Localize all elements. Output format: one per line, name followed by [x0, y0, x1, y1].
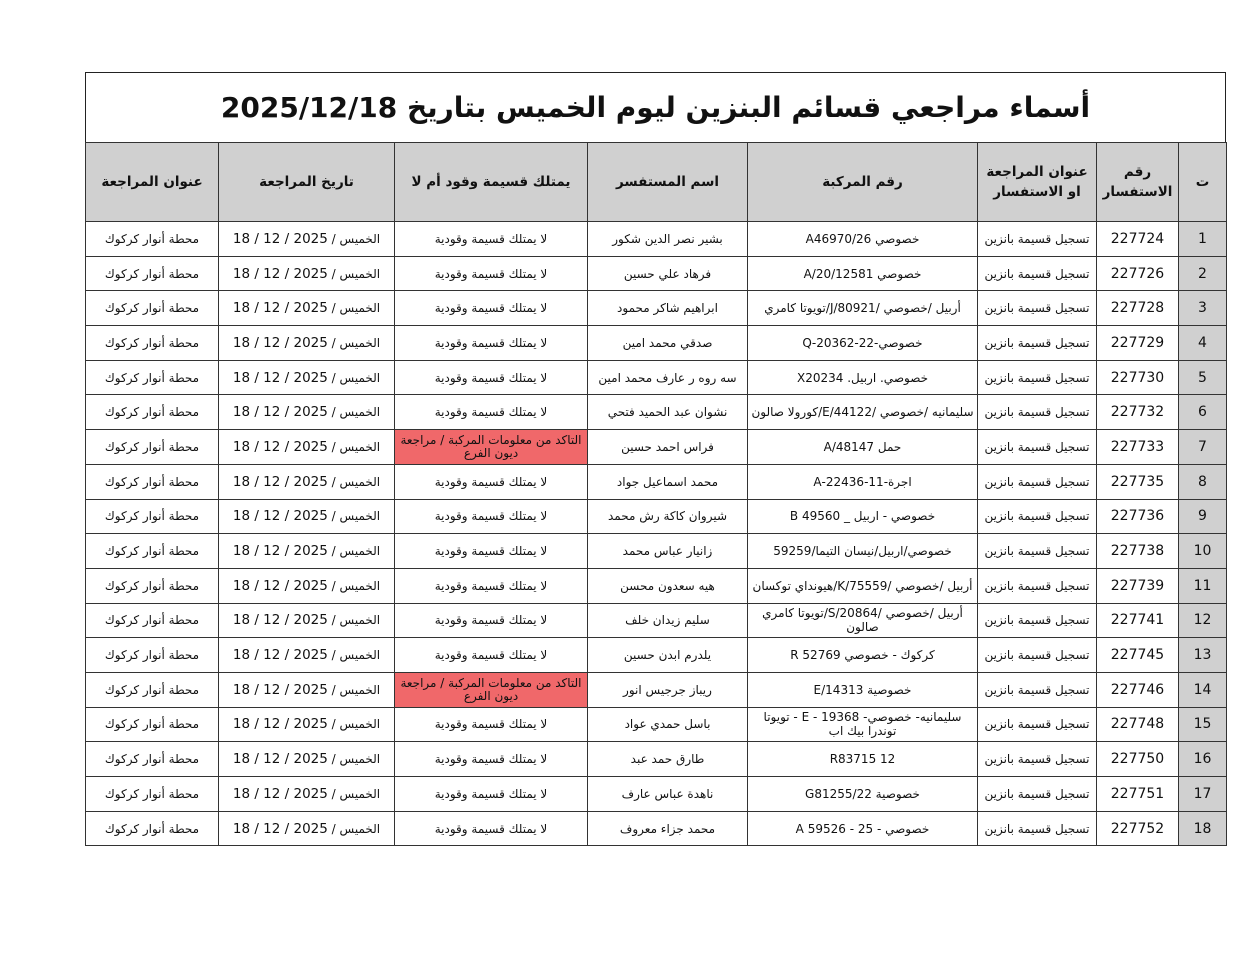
row-index-cell: 14 [1179, 672, 1227, 707]
review-date-cell [219, 707, 395, 742]
review-date-cell [219, 430, 395, 465]
inquiry-number-cell: 227752 [1097, 811, 1179, 846]
review-date-cell [219, 672, 395, 707]
subject-cell: تسجيل قسيمة بانزين [978, 499, 1097, 534]
review-location-cell: محطة أنوار كركوك [86, 568, 219, 603]
date-value-text: 18 / 12 / 2025 [232, 577, 328, 594]
subject-cell: تسجيل قسيمة بانزين [978, 464, 1097, 499]
subject-cell: تسجيل قسيمة بانزين [978, 672, 1097, 707]
coupon-status-cell: لا يمتلك قسيمة وقودية [395, 534, 588, 569]
review-date-cell [219, 534, 395, 569]
inquiry-number-cell: 227739 [1097, 568, 1179, 603]
coupon-status-warning-cell: التاكد من معلومات المركبة / مراجعة ديون الفرع [395, 672, 588, 707]
table-row [86, 360, 1227, 395]
row-index-cell: 4 [1179, 326, 1227, 361]
subject-cell: تسجيل قسيمة بانزين [978, 811, 1097, 846]
review-date-cell [219, 360, 395, 395]
table-row [86, 672, 1227, 707]
review-date-cell [219, 395, 395, 430]
row-index-cell: 8 [1179, 464, 1227, 499]
date-value-text: 18 / 12 / 2025 [232, 438, 328, 455]
date-weekday-text: الخميس / [331, 370, 381, 385]
vehicle-number-cell: خصوصي 12581/A/20 [748, 256, 978, 291]
inquiry-number-cell: 227730 [1097, 360, 1179, 395]
col-header-review-location: عنوان المراجعة [86, 143, 219, 222]
subject-cell: تسجيل قسيمة بانزين [978, 326, 1097, 361]
subject-cell: تسجيل قسيمة بانزين [978, 395, 1097, 430]
date-weekday-text: الخميس / [331, 509, 381, 524]
date-weekday-text: الخميس / [331, 648, 381, 663]
vehicle-number-cell: كركوك - خصوصي R 52769 [748, 638, 978, 673]
coupon-status-cell: لا يمتلك قسيمة وقودية [395, 464, 588, 499]
date-weekday-text: الخميس / [331, 439, 381, 454]
review-location-cell: محطة أنوار كركوك [86, 811, 219, 846]
vehicle-number-cell: خصوصي-22-20362-Q [748, 326, 978, 361]
vehicle-number-cell: سليمانيه- خصوصي- 19368 - E - تويوتا توندرا بيك اب [748, 707, 978, 742]
inquiry-number-cell: 227750 [1097, 742, 1179, 777]
review-location-cell: محطة أنوار كركوك [86, 742, 219, 777]
subject-cell: تسجيل قسيمة بانزين [978, 603, 1097, 638]
applicant-name-cell: محمد جزاء معروف [588, 811, 748, 846]
date-value-text: 18 / 12 / 2025 [232, 369, 328, 386]
inquiry-number-cell: 227732 [1097, 395, 1179, 430]
vehicle-number-cell: أربيل /خصوصي /S/20864/تويوتا كامري صالون [748, 603, 978, 638]
date-weekday-text: الخميس / [331, 474, 381, 489]
date-value-text: 18 / 12 / 2025 [232, 230, 328, 247]
col-header-applicant-name: اسم المستفسر [588, 143, 748, 222]
date-weekday-text: الخميس / [331, 544, 381, 559]
table-row [86, 291, 1227, 326]
inquiry-number-cell: 227735 [1097, 464, 1179, 499]
vehicle-number-cell: اجرة-11-22436-A [748, 464, 978, 499]
review-date-cell [219, 742, 395, 777]
date-value-text: 18 / 12 / 2025 [232, 785, 328, 802]
subject-cell: تسجيل قسيمة بانزين [978, 222, 1097, 257]
col-header-coupon-status: يمتلك قسيمة وقود أم لا [395, 143, 588, 222]
row-index-cell: 11 [1179, 568, 1227, 603]
date-value-text: 18 / 12 / 2025 [232, 612, 328, 629]
subject-cell: تسجيل قسيمة بانزين [978, 534, 1097, 569]
date-value-text: 18 / 12 / 2025 [232, 681, 328, 698]
row-index-cell: 6 [1179, 395, 1227, 430]
row-index-cell: 1 [1179, 222, 1227, 257]
inquiry-number-cell: 227729 [1097, 326, 1179, 361]
table-row [86, 534, 1227, 569]
col-header-inquiry-number: رقم الاستفسار [1097, 143, 1179, 222]
review-location-cell: محطة أنوار كركوك [86, 222, 219, 257]
coupon-status-cell: لا يمتلك قسيمة وقودية [395, 360, 588, 395]
row-index-cell: 16 [1179, 742, 1227, 777]
inquiry-number-cell: 227728 [1097, 291, 1179, 326]
date-weekday-text: الخميس / [331, 786, 381, 801]
subject-cell: تسجيل قسيمة بانزين [978, 430, 1097, 465]
table-row [86, 430, 1227, 465]
table-row [86, 222, 1227, 257]
table-row [86, 707, 1227, 742]
vehicle-number-cell: خصوصية G81255/22 [748, 777, 978, 812]
vehicle-number-cell: R83715 12 [748, 742, 978, 777]
vehicle-number-cell: خصوصي - اربيل _ B 49560 [748, 499, 978, 534]
coupon-status-cell: لا يمتلك قسيمة وقودية [395, 291, 588, 326]
coupon-status-warning-cell: التاكد من معلومات المركبة / مراجعة ديون الفرع [395, 430, 588, 465]
review-location-cell: محطة أنوار كركوك [86, 395, 219, 430]
applicant-name-cell: محمد اسماعيل جواد [588, 464, 748, 499]
row-index-cell: 18 [1179, 811, 1227, 846]
review-location-cell: محطة أنوار كركوك [86, 638, 219, 673]
review-date-cell [219, 499, 395, 534]
date-weekday-text: الخميس / [331, 717, 381, 732]
col-header-vehicle-number: رقم المركبة [748, 143, 978, 222]
review-location-cell: محطة أنوار كركوك [86, 603, 219, 638]
review-location-cell: محطة أنوار كركوك [86, 360, 219, 395]
date-weekday-text: الخميس / [331, 752, 381, 767]
coupon-status-cell: لا يمتلك قسيمة وقودية [395, 777, 588, 812]
review-date-cell [219, 777, 395, 812]
vehicle-number-cell: خصوصي - 25 - A 59526 [748, 811, 978, 846]
applicant-name-cell: فراس احمد حسين [588, 430, 748, 465]
document-sheet [85, 72, 1226, 846]
applicant-name-cell: باسل حمدي عواد [588, 707, 748, 742]
review-location-cell: محطة أنوار كركوك [86, 464, 219, 499]
row-index-cell: 13 [1179, 638, 1227, 673]
applicant-name-cell: ريباز جرجيس انور [588, 672, 748, 707]
review-location-cell: محطة أنوار كركوك [86, 499, 219, 534]
coupon-status-cell: لا يمتلك قسيمة وقودية [395, 603, 588, 638]
col-header-review-date: تاريخ المراجعة [219, 143, 395, 222]
vehicle-number-cell: خصوصي. اربيل. X20234 [748, 360, 978, 395]
inquiry-number-cell: 227741 [1097, 603, 1179, 638]
review-date-cell [219, 464, 395, 499]
coupon-status-cell: لا يمتلك قسيمة وقودية [395, 326, 588, 361]
row-index-cell: 9 [1179, 499, 1227, 534]
subject-cell: تسجيل قسيمة بانزين [978, 256, 1097, 291]
date-value-text: 18 / 12 / 2025 [232, 334, 328, 351]
row-index-cell: 5 [1179, 360, 1227, 395]
table-row [86, 811, 1227, 846]
row-index-cell: 15 [1179, 707, 1227, 742]
date-value-text: 18 / 12 / 2025 [232, 473, 328, 490]
applicant-name-cell: سه روه ر عارف محمد امين [588, 360, 748, 395]
review-location-cell: محطة أنوار كركوك [86, 256, 219, 291]
date-weekday-text: الخميس / [331, 301, 381, 316]
date-value-text: 18 / 12 / 2025 [232, 543, 328, 560]
table-row [86, 256, 1227, 291]
vehicle-number-cell: أربيل /خصوصي /J/80921/تويوتا كامري [748, 291, 978, 326]
row-index-cell: 2 [1179, 256, 1227, 291]
date-weekday-text: الخميس / [331, 613, 381, 628]
date-weekday-text: الخميس / [331, 335, 381, 350]
subject-cell: تسجيل قسيمة بانزين [978, 777, 1097, 812]
inquiry-number-cell: 227738 [1097, 534, 1179, 569]
inquiry-number-cell: 227724 [1097, 222, 1179, 257]
inquiry-number-cell: 227751 [1097, 777, 1179, 812]
date-weekday-text: الخميس / [331, 266, 381, 281]
vehicle-number-cell: خصوصي/اربيل/نيسان التيما/59259 [748, 534, 978, 569]
applicant-name-cell: فرهاد علي حسين [588, 256, 748, 291]
page-title: أسماء مراجعي قسائم البنزين ليوم الخميس بتاريخ 2025/12/18 [220, 91, 1091, 124]
table-row [86, 464, 1227, 499]
applicant-name-cell: زانيار عباس محمد [588, 534, 748, 569]
coupon-status-cell: لا يمتلك قسيمة وقودية [395, 395, 588, 430]
date-value-text: 18 / 12 / 2025 [232, 820, 328, 837]
coupon-status-cell: لا يمتلك قسيمة وقودية [395, 707, 588, 742]
coupon-status-cell: لا يمتلك قسيمة وقودية [395, 811, 588, 846]
date-value-text: 18 / 12 / 2025 [232, 265, 328, 282]
applicant-name-cell: طارق حمد عبد [588, 742, 748, 777]
review-location-cell: محطة أنوار كركوك [86, 672, 219, 707]
coupon-status-cell: لا يمتلك قسيمة وقودية [395, 568, 588, 603]
applicant-name-cell: شيروان كاكة رش محمد [588, 499, 748, 534]
date-weekday-text: الخميس / [331, 231, 381, 246]
header-row [86, 143, 1227, 222]
review-date-cell [219, 326, 395, 361]
date-weekday-text: الخميس / [331, 405, 381, 420]
row-index-cell: 12 [1179, 603, 1227, 638]
applicant-name-cell: نشوان عبد الحميد فتحي [588, 395, 748, 430]
table-body [86, 222, 1227, 846]
row-index-cell: 10 [1179, 534, 1227, 569]
review-date-cell [219, 603, 395, 638]
inquiry-number-cell: 227736 [1097, 499, 1179, 534]
review-date-cell [219, 291, 395, 326]
applicant-name-cell: صدقي محمد امين [588, 326, 748, 361]
review-location-cell: محطة أنوار كركوك [86, 777, 219, 812]
date-weekday-text: الخميس / [331, 821, 381, 836]
review-location-cell: محطة أنوار كركوك [86, 707, 219, 742]
inquiry-number-cell: 227745 [1097, 638, 1179, 673]
table-row [86, 603, 1227, 638]
subject-cell: تسجيل قسيمة بانزين [978, 707, 1097, 742]
coupon-status-cell: لا يمتلك قسيمة وقودية [395, 256, 588, 291]
vehicle-number-cell: حمل A/48147 [748, 430, 978, 465]
date-weekday-text: الخميس / [331, 578, 381, 593]
vehicle-number-cell: خصوصية E/14313 [748, 672, 978, 707]
title-box [85, 72, 1226, 142]
applicants-table [85, 142, 1227, 846]
subject-cell: تسجيل قسيمة بانزين [978, 742, 1097, 777]
col-header-subject: عنوان المراجعة او الاستفسار [978, 143, 1097, 222]
inquiry-number-cell: 227726 [1097, 256, 1179, 291]
table-row [86, 742, 1227, 777]
review-date-cell [219, 256, 395, 291]
applicant-name-cell: سليم زيدان خلف [588, 603, 748, 638]
date-value-text: 18 / 12 / 2025 [232, 716, 328, 733]
review-date-cell [219, 568, 395, 603]
subject-cell: تسجيل قسيمة بانزين [978, 291, 1097, 326]
applicant-name-cell: ابراهيم شاكر محمود [588, 291, 748, 326]
subject-cell: تسجيل قسيمة بانزين [978, 360, 1097, 395]
date-value-text: 18 / 12 / 2025 [232, 508, 328, 525]
date-value-text: 18 / 12 / 2025 [232, 647, 328, 664]
table-row [86, 395, 1227, 430]
applicant-name-cell: ناهدة عباس عارف [588, 777, 748, 812]
review-date-cell [219, 811, 395, 846]
review-date-cell [219, 638, 395, 673]
vehicle-number-cell: سليمانيه /خصوصي /E/44122/كورولا صالون [748, 395, 978, 430]
date-value-text: 18 / 12 / 2025 [232, 751, 328, 768]
review-location-cell: محطة أنوار كركوك [86, 326, 219, 361]
table-row [86, 638, 1227, 673]
table-row [86, 568, 1227, 603]
coupon-status-cell: لا يمتلك قسيمة وقودية [395, 638, 588, 673]
review-location-cell: محطة أنوار كركوك [86, 430, 219, 465]
inquiry-number-cell: 227746 [1097, 672, 1179, 707]
coupon-status-cell: لا يمتلك قسيمة وقودية [395, 742, 588, 777]
vehicle-number-cell: خصوصي A46970/26 [748, 222, 978, 257]
review-location-cell: محطة أنوار كركوك [86, 534, 219, 569]
date-value-text: 18 / 12 / 2025 [232, 300, 328, 317]
table-row [86, 326, 1227, 361]
subject-cell: تسجيل قسيمة بانزين [978, 568, 1097, 603]
date-value-text: 18 / 12 / 2025 [232, 404, 328, 421]
vehicle-number-cell: أربيل /خصوصي /K/75559/هيونداي توكسان [748, 568, 978, 603]
row-index-cell: 17 [1179, 777, 1227, 812]
inquiry-number-cell: 227733 [1097, 430, 1179, 465]
row-index-cell: 3 [1179, 291, 1227, 326]
col-header-index: ت [1179, 143, 1227, 222]
coupon-status-cell: لا يمتلك قسيمة وقودية [395, 499, 588, 534]
row-index-cell: 7 [1179, 430, 1227, 465]
review-date-cell [219, 222, 395, 257]
subject-cell: تسجيل قسيمة بانزين [978, 638, 1097, 673]
applicant-name-cell: يلدرم ابدن حسين [588, 638, 748, 673]
table-row [86, 499, 1227, 534]
coupon-status-cell: لا يمتلك قسيمة وقودية [395, 222, 588, 257]
date-weekday-text: الخميس / [331, 682, 381, 697]
applicant-name-cell: بشير نصر الدين شكور [588, 222, 748, 257]
table-row [86, 777, 1227, 812]
applicant-name-cell: هيه سعدون محسن [588, 568, 748, 603]
review-location-cell: محطة أنوار كركوك [86, 291, 219, 326]
inquiry-number-cell: 227748 [1097, 707, 1179, 742]
